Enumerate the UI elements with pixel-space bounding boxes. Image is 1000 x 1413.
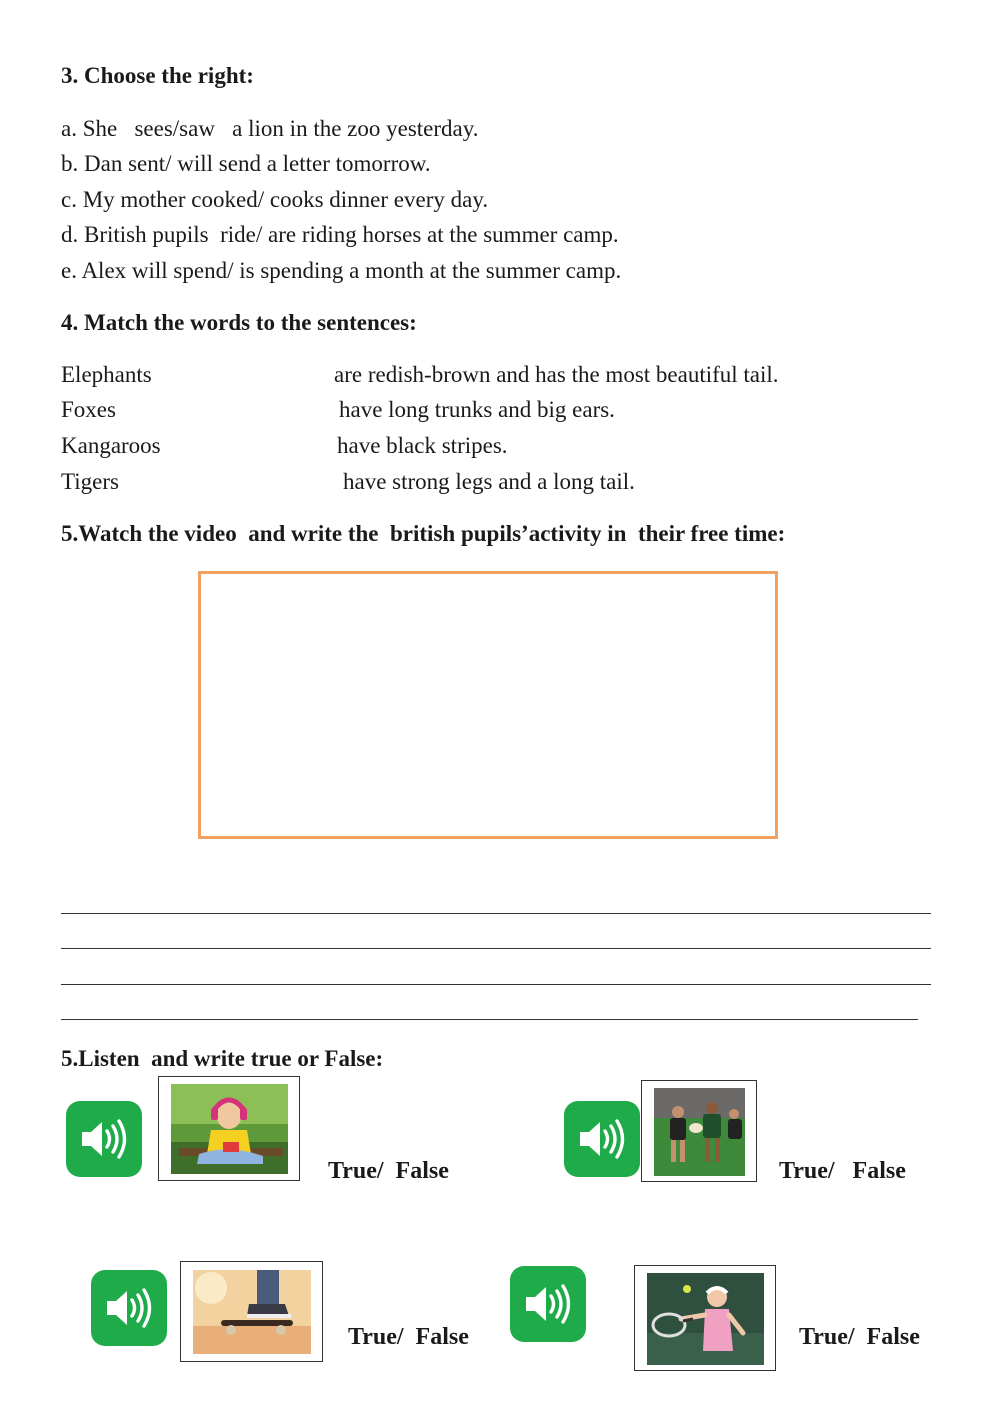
true-false-1[interactable]: True/ False: [328, 1158, 449, 1184]
writing-line-2[interactable]: [61, 948, 931, 949]
rugby-players-image: [654, 1088, 745, 1176]
true-false-2[interactable]: True/ False: [779, 1158, 906, 1184]
match-word-tigers: Tigers: [61, 469, 119, 494]
true-false-3[interactable]: True/ False: [348, 1324, 469, 1350]
choose-item-b: b. Dan sent/ will send a letter tomorrow.: [61, 151, 431, 176]
girl-headphones-image: [171, 1084, 288, 1174]
match-sentence-2: have long trunks and big ears.: [339, 397, 615, 422]
speaker-icon: [522, 1282, 574, 1326]
match-word-foxes: Foxes: [61, 397, 116, 422]
choose-item-d: d. British pupils ride/ are riding horses at the summer camp.: [61, 222, 619, 247]
speaker-icon: [103, 1286, 155, 1330]
choose-item-c: c. My mother cooked/ cooks dinner every day.: [61, 187, 489, 212]
photo-girl-tennis: [634, 1265, 776, 1371]
audio-button-4[interactable]: [510, 1266, 586, 1342]
choose-item-a: a. She sees/saw a lion in the zoo yesterday.: [61, 116, 479, 141]
true-false-4[interactable]: True/ False: [799, 1324, 920, 1350]
photo-rugby-players: [641, 1080, 757, 1182]
choose-item-e: e. Alex will spend/ is spending a month at the summer camp.: [61, 258, 622, 283]
audio-button-2[interactable]: [564, 1101, 640, 1177]
match-sentence-1: are redish-brown and has the most beautiful tail.: [334, 362, 779, 387]
match-sentence-3: have black stripes.: [337, 433, 508, 458]
section-5-listen-heading: 5.Listen and write true or False:: [61, 1046, 384, 1071]
girl-tennis-image: [647, 1273, 764, 1365]
match-sentence-4: have strong legs and a long tail.: [343, 469, 635, 494]
audio-button-3[interactable]: [91, 1270, 167, 1346]
speaker-icon: [576, 1117, 628, 1161]
writing-line-4[interactable]: [61, 1019, 918, 1020]
speaker-icon: [78, 1117, 130, 1161]
writing-line-3[interactable]: [61, 984, 931, 985]
section-4-heading: 4. Match the words to the sentences:: [61, 310, 417, 335]
audio-button-1[interactable]: [66, 1101, 142, 1177]
photo-skateboard: [180, 1261, 323, 1362]
section-5-video-heading: 5.Watch the video and write the british pupils’activity in their free time:: [61, 521, 786, 546]
match-word-kangaroos: Kangaroos: [61, 433, 161, 458]
photo-girl-headphones: [158, 1076, 300, 1181]
section-3-heading: 3. Choose the right:: [61, 63, 254, 88]
writing-line-1[interactable]: [61, 913, 931, 914]
match-word-elephants: Elephants: [61, 362, 152, 387]
skateboard-image: [193, 1270, 311, 1354]
video-frame[interactable]: [198, 571, 778, 839]
